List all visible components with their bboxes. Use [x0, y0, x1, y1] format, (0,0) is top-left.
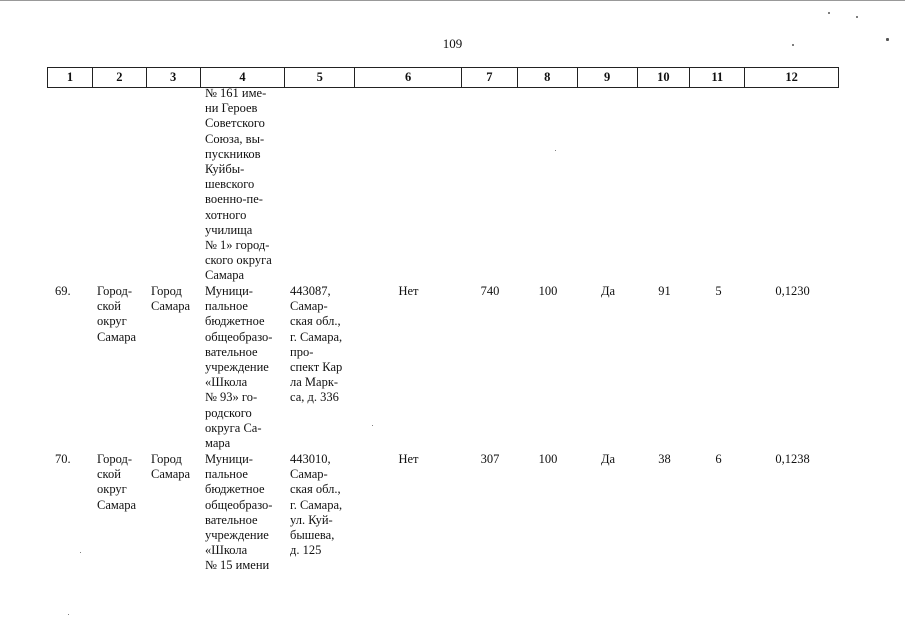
scan-speck [886, 38, 889, 41]
text-line: Союза, вы- [205, 131, 265, 146]
text-line: Город [151, 452, 182, 466]
text-line: бюджетное [205, 314, 265, 329]
text-line: Самара [97, 329, 137, 344]
header-col-8: 8 [518, 68, 578, 87]
text-line: ни Героев [205, 101, 258, 116]
header-col-9: 9 [578, 68, 638, 87]
scan-speck [372, 425, 373, 426]
header-col-10: 10 [638, 68, 691, 87]
text-line: про- [290, 344, 314, 359]
col8-value: 100 [538, 284, 558, 298]
row-number: 69. [55, 284, 71, 298]
text-line: Самара [205, 268, 245, 283]
text-line: бышева, [290, 528, 335, 543]
text-line: родского [205, 405, 252, 420]
text-line: Город- [97, 284, 133, 298]
text-line: учреждение [205, 360, 269, 375]
text-line: спект Кар [290, 360, 343, 375]
text-line: вательное [205, 344, 258, 359]
institution-name-cell [205, 284, 280, 451]
text-line: Муници- [205, 452, 253, 466]
institution-name-cell [205, 452, 280, 574]
text-line: хотного [205, 207, 247, 222]
text-line: Муници- [205, 284, 253, 298]
text-line: Город- [97, 452, 133, 466]
col10-value: 38 [658, 452, 671, 466]
text-line: вательное [205, 512, 258, 527]
col12-value: 0,1230 [775, 284, 810, 298]
scan-speck [68, 614, 69, 615]
text-line: № 93» го- [205, 390, 258, 405]
scan-speck [80, 552, 81, 553]
text-line: ул. Куй- [290, 512, 333, 527]
col11-value: 6 [715, 452, 722, 466]
text-line: «Школа [205, 543, 248, 558]
text-line: д. 125 [290, 543, 322, 558]
text-line: ская обл., [290, 482, 341, 497]
text-line: № 161 име- [205, 86, 267, 100]
text-line: г. Самара, [290, 497, 343, 512]
text-line: пальное [205, 299, 248, 314]
text-line: ской [97, 467, 121, 482]
text-line: ского округа [205, 253, 272, 268]
text-line: общеобразо- [205, 329, 273, 344]
header-col-4: 4 [201, 68, 286, 87]
header-col-12: 12 [785, 70, 798, 84]
address-cell [290, 452, 352, 558]
col7-value: 307 [480, 452, 500, 466]
text-line: училища [205, 222, 253, 237]
col11-value: 5 [715, 284, 722, 298]
header-col-3: 3 [147, 68, 201, 87]
text-line: мара [205, 436, 231, 451]
header-col-6: 6 [355, 68, 462, 87]
text-line: учреждение [205, 528, 269, 543]
header-col-2: 2 [93, 68, 147, 87]
text-line: пальное [205, 467, 248, 482]
scan-speck [792, 44, 794, 46]
continuation-name-cell [205, 86, 280, 284]
text-line: округ [97, 314, 127, 329]
address-cell [290, 284, 352, 406]
text-line: военно-пе- [205, 192, 263, 207]
text-line: Самара [97, 497, 137, 512]
col8-value: 100 [538, 452, 558, 466]
text-line: Куйбы- [205, 162, 245, 177]
scan-speck [856, 16, 858, 18]
scan-speck [555, 150, 556, 151]
table-header-row [47, 67, 839, 88]
col6-value: Нет [398, 452, 419, 466]
text-line: «Школа [205, 375, 248, 390]
header-col-11: 11 [690, 68, 745, 87]
district-cell [97, 284, 147, 345]
text-line: ской [97, 299, 121, 314]
scan-edge-line [0, 0, 905, 1]
text-line: 443087, [290, 284, 331, 298]
text-line: шевского [205, 177, 255, 192]
col9-value: Да [600, 284, 616, 298]
col9-value: Да [600, 452, 616, 466]
col7-value: 740 [480, 284, 500, 298]
text-line: № 1» город- [205, 238, 270, 253]
col10-value: 91 [658, 284, 671, 298]
city-cell [151, 452, 201, 482]
header-col-1: 1 [48, 68, 93, 87]
page-number: 109 [442, 36, 463, 51]
text-line: 443010, [290, 452, 331, 466]
col6-value: Нет [398, 284, 419, 298]
scan-speck [828, 12, 830, 14]
text-line: Советского [205, 116, 265, 131]
text-line: бюджетное [205, 482, 265, 497]
text-line: округ [97, 482, 127, 497]
col12-value: 0,1238 [775, 452, 810, 466]
text-line: Город [151, 284, 182, 298]
text-line: Самар- [290, 467, 328, 482]
text-line: ская обл., [290, 314, 341, 329]
text-line: г. Самара, [290, 329, 343, 344]
district-cell [97, 452, 147, 513]
city-cell [151, 284, 201, 314]
row-number: 70. [55, 452, 71, 466]
text-line: № 15 имени [205, 558, 270, 573]
text-line: ла Марк- [290, 375, 339, 390]
header-col-7: 7 [462, 68, 518, 87]
header-col-5: 5 [285, 68, 355, 87]
text-line: са, д. 336 [290, 390, 339, 405]
text-line: Самар- [290, 299, 328, 314]
text-line: пускников [205, 146, 261, 161]
text-line: Самара [151, 299, 191, 314]
text-line: округа Са- [205, 420, 262, 435]
text-line: Самара [151, 467, 191, 482]
text-line: общеобразо- [205, 497, 273, 512]
